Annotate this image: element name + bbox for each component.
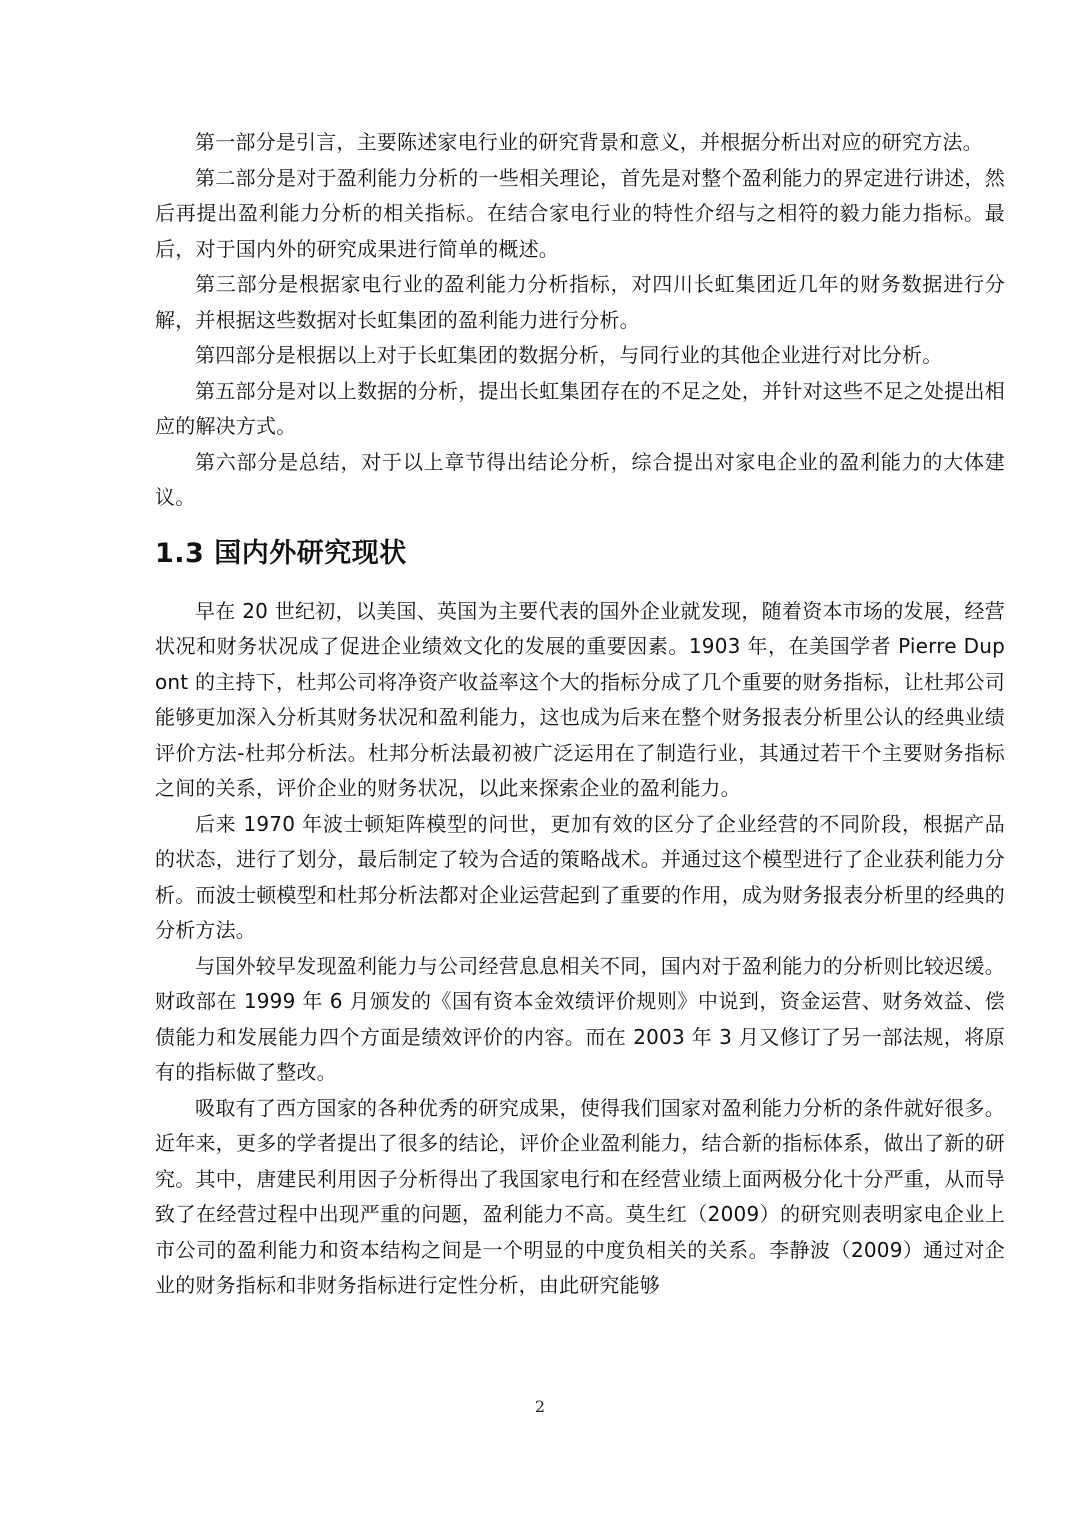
paragraph-part-one: 第一部分是引言，主要陈述家电行业的研究背景和意义，并根据分析出对应的研究方法。 (195, 130, 983, 154)
paragraph-part-two: 第二部分是对于盈利能力分析的一些相关理论，首先是对整个盈利能力的界定进行讲述，然后再提出盈利能力分析的相关指标。在结合家电行业的特性介绍与之相符的毅力能力指标。最后，对于国内外的研究成果进行简单的概述。 (155, 165, 1005, 261)
section-heading: 1.3 国内外研究现状 (155, 537, 407, 569)
paragraph-domestic-research: 与国外较早发现盈利能力与公司经营息息相关不同，国内对于盈利能力的分析则比较迟缓。财政部在 1999 年 6 月颁发的《国有资本金效绩评价规则》中说到，资金运营、财务效益、偿债能力和发展能力四个方面是绩效评价的内容。而在 2003 年 3 月又修订了另一部法规，将原有的指标做了整改。 (155, 953, 1005, 1084)
paragraph-part-six: 第六部分是总结，对于以上章节得出结论分析，综合提出对家电企业的盈利能力的大体建议。 (155, 449, 1005, 509)
paragraph-boston-matrix: 后来 1970 年波士顿矩阵模型的问世，更加有效的区分了企业经营的不同阶段，根据产品的状态，进行了划分，最后制定了较为合适的策略战术。并通过这个模型进行了企业获利能力分析。而波士顿模型和杜邦分析法都对企业运营起到了重要的作用，成为财务报表分析里的经典的分析方法。 (155, 811, 1005, 942)
paragraph-part-three: 第三部分是根据家电行业的盈利能力分析指标，对四川长虹集团近几年的财务数据进行分解，并根据这些数据对长虹集团的盈利能力进行分析。 (155, 272, 1005, 332)
paragraph-recent-research: 吸取有了西方国家的各种优秀的研究成果，使得我们国家对盈利能力分析的条件就好很多。近年来，更多的学者提出了很多的结论，评价企业盈利能力，结合新的指标体系，做出了新的研究。其中，唐建民利用因子分析得出了我国家电行和在经营业绩上面两极分化十分严重，从而导致了在经营过程中出现严重的问题，盈利能力不高。莫生红（2009）的研究则表明家电企业上市公司的盈利能力和资本结构之间是一个明显的中度负相关的关系。李静波（2009）通过对企业的财务指标和非财务指标进行定性分析，由此研究能够 (155, 1095, 1005, 1297)
paragraph-part-four: 第四部分是根据以上对于长虹集团的数据分析，与同行业的其他企业进行对比分析。 (195, 343, 943, 367)
document-page (155, 125, 1005, 1304)
paragraph-foreign-research: 早在 20 世纪初，以美国、英国为主要代表的国外企业就发现，随着资本市场的发展，经营状况和财务状况成了促进企业绩效文化的发展的重要因素。1903 年，在美国学者 Pierre Dupont 的主持下，杜邦公司将净资产收益率这个大的指标分成了几个重要的财务指标，让杜邦公司能够更加深入分析其财务状况和盈利能力，这也成为后来在整个财务报表分析里公认的经典业绩评价方法-杜邦分析法。杜邦分析法最初被广泛运用在了制造行业，其通过若干个主要财务指标之间的关系，评价企业的财务状况，以此来探索企业的盈利能力。 (155, 598, 1005, 800)
paragraph-part-five: 第五部分是对以上数据的分析，提出长虹集团存在的不足之处，并针对这些不足之处提出相应的解决方式。 (155, 378, 1005, 438)
page-number: 2 (534, 1397, 546, 1416)
